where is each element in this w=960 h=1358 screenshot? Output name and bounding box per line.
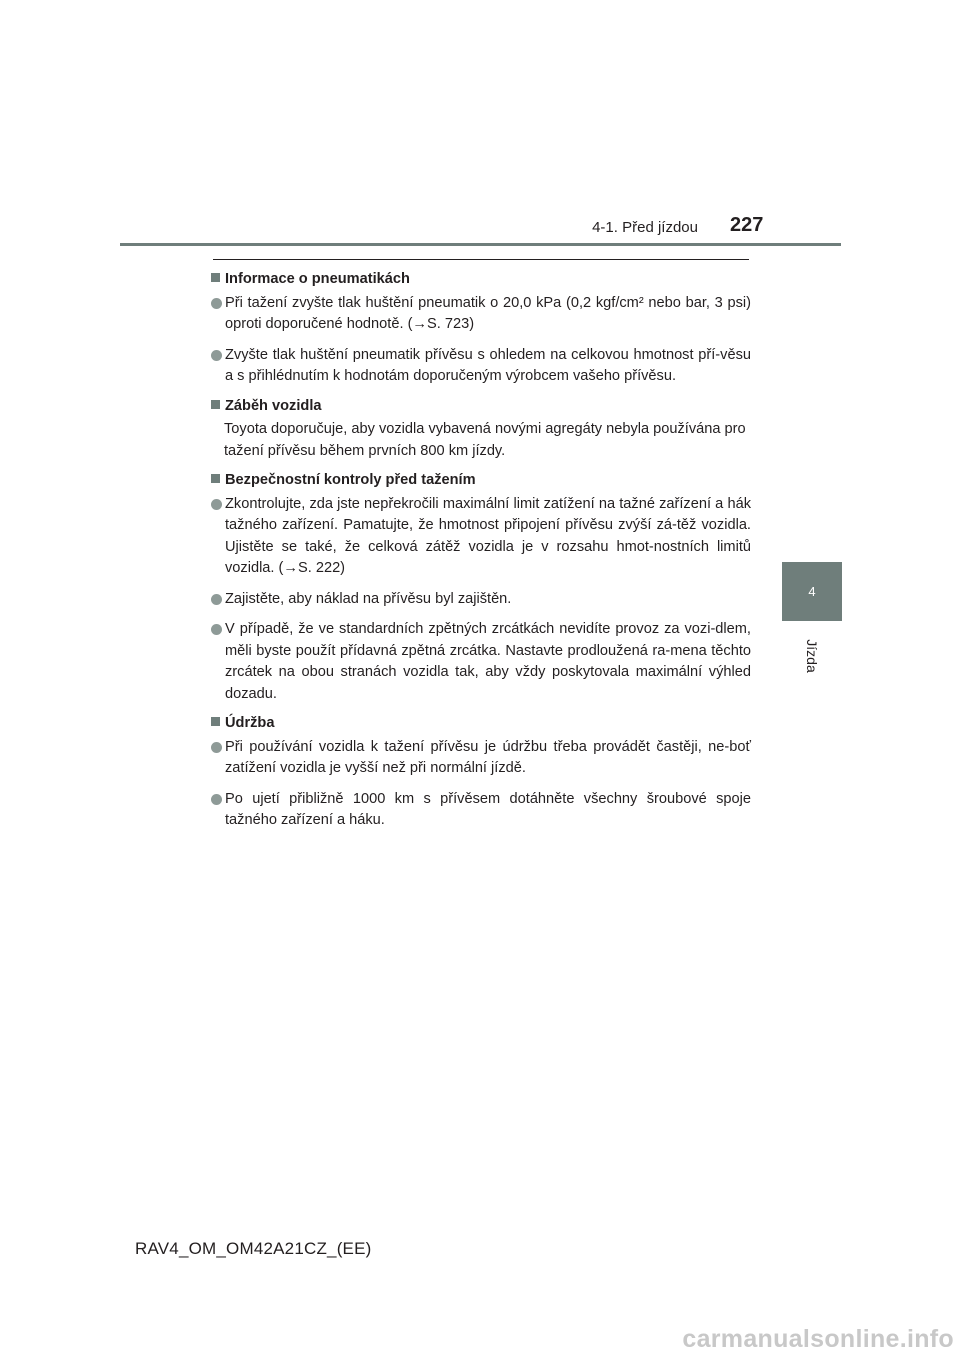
section-heading [211,713,751,735]
section-heading [211,269,751,291]
section-heading-text: Bezpečnostní kontroly před tažením [225,472,476,488]
list-item-text: Zvyšte tlak huštění pneumatik přívěsu s ohledem na celkovou hmotnost pří-věsu a s přihlédnutím k hodnotám doporučeným výrobcem vašeho přívěsu. [225,346,751,384]
list-item [211,494,751,580]
chapter-label: Jízda [804,639,820,673]
list-item [211,345,751,388]
section-safety-checks [211,470,751,705]
section-maintenance [211,713,751,832]
square-bullet-icon [211,717,220,726]
watermark: carmanualsonline.info [682,1325,954,1353]
section-break-in [211,396,751,463]
header-section-title: 4-1. Před jízdou [592,219,698,236]
section-heading-text: Záběh vozidla [225,397,322,414]
section-heading [211,396,751,418]
chapter-tab [782,562,842,621]
circle-bullet-icon [211,499,222,510]
section-heading-text: Informace o pneumatikách [225,271,410,287]
circle-bullet-icon [211,624,222,635]
circle-bullet-icon [211,594,222,605]
list-item [211,619,751,705]
circle-bullet-icon [211,298,222,309]
square-bullet-icon [211,273,220,282]
circle-bullet-icon [211,350,222,361]
circle-bullet-icon [211,794,222,805]
footer-document-code: RAV4_OM_OM42A21CZ_(EE) [135,1239,372,1258]
list-item-text: Zajistěte, aby náklad na přívěsu byl zajištěn. [225,590,512,607]
content-rule [213,259,749,260]
section-paragraph: Toyota doporučuje, aby vozidla vybavená novými agregáty nebyla používána pro tažení přívěsu během prvních 800 km jízdy. [224,421,746,459]
list-item-text: Při tažení zvyšte tlak huštění pneumatik o 20,0 kPa (0,2 kgf/cm² nebo bar, 3 psi) oproti doporučené hodnotě. (→S. 723) [225,294,751,332]
square-bullet-icon [211,400,220,409]
section-heading-text: Údržba [225,715,275,731]
list-item-text: Při používání vozidla k tažení přívěsu je údržbu třeba provádět častěji, ne-boť zatížení vozidla je vyšší než při normální jízdě. [225,738,751,776]
list-item-text: V případě, že ve standardních zpětných zrcátkách nevidíte provoz za vozi-dlem, měli byste použít přídavná zpětná zrcátka. Nastavte prodloužená ra-mena těchto zrcátek na obou stranách vozidla tak, aby vždy poskytovala maximální výhled dozadu. [225,621,751,702]
list-item-text: Po ujetí přibližně 1000 km s přívěsem dotáhněte všechny šroubové spoje tažného zařízení a háku. [225,790,751,828]
list-item [211,789,751,832]
chapter-number: 4 [808,584,816,599]
header-rule [120,243,841,246]
section-heading [211,470,751,492]
circle-bullet-icon [211,742,222,753]
section-tire-information [211,269,751,388]
page-content [211,269,751,840]
list-item-text: Zkontrolujte, zda jste nepřekročili maximální limit zatížení na tažné zařízení a hák tažného zařízení. Pamatujte, že hmotnost připojení přívěsu zvýší zá-těž vozidla. Ujistěte se také, že celková zátěž vozidla je v rozsahu hmot-nostních limitů vozidla. (→S. 222) [225,495,751,576]
square-bullet-icon [211,474,220,483]
list-item [211,589,751,611]
list-item [211,737,751,780]
page-number: 227 [730,214,764,236]
list-item [211,293,751,336]
